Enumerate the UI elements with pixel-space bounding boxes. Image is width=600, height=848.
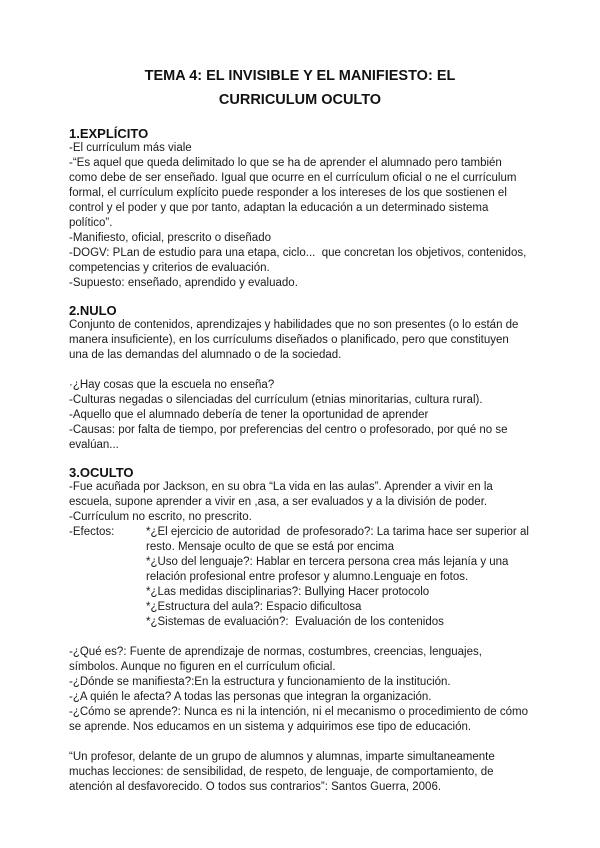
section-explicito [69, 126, 531, 291]
section-explicito-heading: 1.EXPLÍCITO [69, 126, 149, 141]
question-line: -¿Cómo se aprende?: Nunca es ni la intención, ni el mecanismo o procedimiento de cómo se aprende. Nos educamos en un sistema y adquirimos ese tipo de educación. [69, 706, 532, 733]
efectos-item: *¿Estructura del aula?: Espacio dificultosa [146, 601, 362, 613]
text-line: -DOGV: PLan de estudio para una etapa, ciclo... que concretan los objetivos, contenidos, competencias y criterios de evaluación. [69, 247, 530, 274]
efectos-item: *¿Las medidas disciplinarias?: Bullying Hacer protocolo [146, 586, 430, 598]
section-nulo [69, 303, 531, 453]
question-line: -¿A quién le afecta? A todas las personas que integran la organización. [69, 691, 432, 703]
closing-quote: “Un profesor, delante de un grupo de alumnos y alumnas, imparte simultaneamente muchas lecciones: de sensibilidad, de respeto, de lenguaje, de comportamiento, de atención al desfavorecido. O todos sus contrarios”: Santos Guerra, 2006. [69, 751, 498, 793]
text-line: -Aquello que el alumnado debería de tener la oportunidad de aprender [69, 409, 429, 421]
page-title-line-2: CURRICULUM OCULTO [218, 92, 382, 108]
text-line: -Fue acuñada por Jackson, en su obra “La vida en las aulas”. Aprender a vivir en la escuela, supone aprender a vivir en ,asa, a ser evaluados y a la división de poder. [69, 481, 497, 508]
paragraph-spacer [69, 363, 531, 378]
efectos-item: *¿El ejercicio de autoridad de profesorado?: La tarima hace ser superior al resto. Mensaje oculto de que se está por encima [146, 526, 533, 553]
page-title [69, 64, 531, 112]
text-line: Conjunto de contenidos, aprendizajes y habilidades que no son presentes (o lo están de manera insuficiente), en los currículums diseñados o planificado, pero que constituyen una de las demandas del alumnado o de la sociedad. [69, 319, 522, 361]
efectos-block [69, 525, 531, 630]
section-spacer [69, 291, 531, 303]
efectos-label: -Efectos: [69, 526, 115, 538]
page-title-line-1: TEMA 4: EL INVISIBLE Y EL MANIFIESTO: EL [144, 68, 456, 84]
paragraph-spacer [69, 735, 531, 750]
text-line: ·¿Hay cosas que la escuela no enseña? [69, 379, 275, 391]
question-line: -¿Qué es?: Fuente de aprendizaje de normas, costumbres, creencias, lenguajes, símbolos. Aunque no figuren en el currículum oficial. [69, 646, 486, 673]
text-line: -Causas: por falta de tiempo, por preferencias del centro o profesorado, por qué no se evalúan... [69, 424, 511, 451]
text-line: -Supuesto: enseñado, aprendido y evaluado. [69, 277, 298, 289]
section-nulo-heading: 2.NULO [69, 303, 117, 318]
text-line: -Manifiesto, oficial, prescrito o diseñado [69, 232, 271, 244]
text-line: -El currículum más viale [69, 142, 192, 154]
section-oculto [69, 465, 531, 795]
question-line: -¿Dónde se manifiesta?:En la estructura y funcionamiento de la institución. [69, 676, 451, 688]
section-spacer [69, 453, 531, 465]
efectos-item: *¿Uso del lenguaje?: Hablar en tercera persona crea más lejanía y una relación profesional entre profesor y alumno.Lenguaje en fotos. [146, 556, 512, 583]
paragraph-spacer [69, 630, 531, 645]
section-oculto-heading: 3.OCULTO [69, 465, 134, 480]
text-line: -Currículum no escrito, no prescrito. [69, 511, 252, 523]
text-line: -“Es aquel que queda delimitado lo que se ha de aprender el alumnado pero también como debe de ser enseñado. Igual que ocurre en el currículum oficial o ne el currículum formal, el currículum explícito puede responder a los intereses de los que sostienen el control y el poder y que por tanto, adaptan la educación a un determinado sistema político”. [69, 157, 520, 229]
efectos-items [146, 525, 531, 630]
efectos-item: *¿Sistemas de evaluación?: Evaluación de los contenidos [146, 616, 444, 628]
text-line: -Culturas negadas o silenciadas del currículum (etnias minoritarias, cultura rural). [69, 394, 483, 406]
